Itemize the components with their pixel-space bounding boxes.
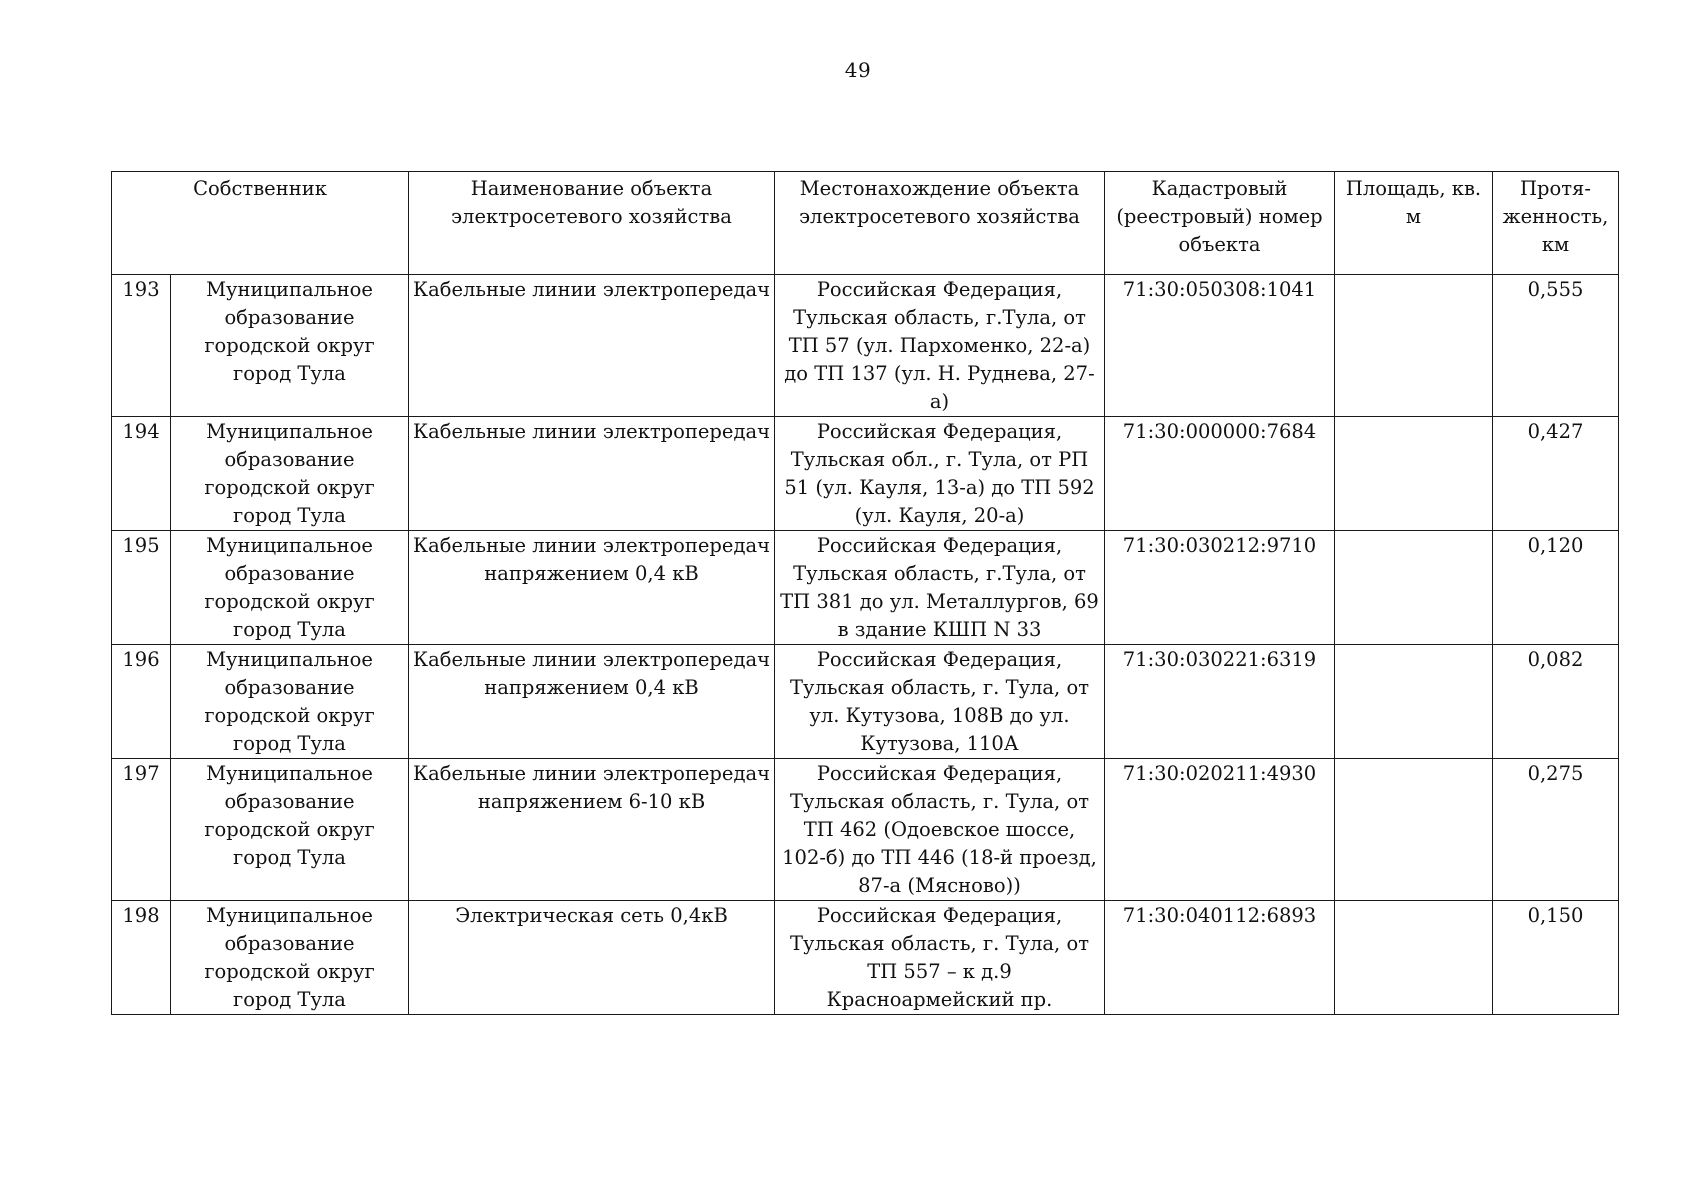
object-name-cell: Электрическая сеть 0,4кВ [409, 901, 775, 1015]
table-row [112, 531, 1619, 645]
length-cell: 0,120 [1493, 531, 1619, 645]
owner-cell: Муниципальное образование городской округ город Тула [171, 645, 409, 759]
object-name-cell: Кабельные линии электропередач напряжением 0,4 кВ [409, 531, 775, 645]
header-location: Местонахождение объекта электросетевого хозяйства [775, 172, 1105, 275]
row-number: 197 [112, 759, 171, 901]
length-cell: 0,275 [1493, 759, 1619, 901]
header-area: Площадь, кв. м [1335, 172, 1493, 275]
location-cell: Российская Федерация, Тульская область, г. Тула, от ТП 557 – к д.9 Красноармейский пр. [775, 901, 1105, 1015]
owner-cell: Муниципальное образование городской округ город Тула [171, 531, 409, 645]
row-number: 198 [112, 901, 171, 1015]
object-name-cell: Кабельные линии электропередач [409, 275, 775, 417]
location-cell: Российская Федерация, Тульская область, г. Тула, от ТП 462 (Одоевское шоссе, 102-б) до ТП 446 (18-й проезд, 87-а (Мясново)) [775, 759, 1105, 901]
owner-cell: Муниципальное образование городской округ город Тула [171, 417, 409, 531]
cadastral-number-cell: 71:30:040112:6893 [1105, 901, 1335, 1015]
location-cell: Российская Федерация, Тульская обл., г. Тула, от РП 51 (ул. Кауля, 13-а) до ТП 592 (ул. Кауля, 20-а) [775, 417, 1105, 531]
object-name-cell: Кабельные линии электропередач [409, 417, 775, 531]
header-cadastral-number: Кадастровый (реестровый) номер объекта [1105, 172, 1335, 275]
header-length: Протя-женность, км [1493, 172, 1619, 275]
location-cell: Российская Федерация, Тульская область, г.Тула, от ТП 381 до ул. Металлургов, 69 в здание КШП N 33 [775, 531, 1105, 645]
owner-cell: Муниципальное образование городской округ город Тула [171, 759, 409, 901]
header-object-name: Наименование объекта электросетевого хозяйства [409, 172, 775, 275]
table-row [112, 275, 1619, 417]
table-row [112, 901, 1619, 1015]
area-cell [1335, 531, 1493, 645]
area-cell [1335, 645, 1493, 759]
area-cell [1335, 417, 1493, 531]
length-cell: 0,150 [1493, 901, 1619, 1015]
owner-cell: Муниципальное образование городской округ город Тула [171, 901, 409, 1015]
cadastral-number-cell: 71:30:030221:6319 [1105, 645, 1335, 759]
row-number: 193 [112, 275, 171, 417]
cadastral-number-cell: 71:30:030212:9710 [1105, 531, 1335, 645]
owner-cell: Муниципальное образование городской округ город Тула [171, 275, 409, 417]
cadastral-number-cell: 71:30:020211:4930 [1105, 759, 1335, 901]
cadastral-number-cell: 71:30:000000:7684 [1105, 417, 1335, 531]
location-cell: Российская Федерация, Тульская область, г.Тула, от ТП 57 (ул. Пархоменко, 22-а) до ТП 137 (ул. Н. Руднева, 27-а) [775, 275, 1105, 417]
page-number: 49 [844, 58, 872, 82]
location-cell: Российская Федерация, Тульская область, г. Тула, от ул. Кутузова, 108В до ул. Кутузова, 110А [775, 645, 1105, 759]
row-number: 196 [112, 645, 171, 759]
area-cell [1335, 901, 1493, 1015]
table-row [112, 759, 1619, 901]
header-owner: Собственник [112, 172, 409, 275]
length-cell: 0,555 [1493, 275, 1619, 417]
table-header-row [112, 172, 1619, 275]
length-cell: 0,427 [1493, 417, 1619, 531]
table-row [112, 417, 1619, 531]
cadastral-number-cell: 71:30:050308:1041 [1105, 275, 1335, 417]
row-number: 194 [112, 417, 171, 531]
area-cell [1335, 759, 1493, 901]
object-name-cell: Кабельные линии электропередач напряжением 6-10 кВ [409, 759, 775, 901]
table-row [112, 645, 1619, 759]
row-number: 195 [112, 531, 171, 645]
area-cell [1335, 275, 1493, 417]
length-cell: 0,082 [1493, 645, 1619, 759]
object-name-cell: Кабельные линии электропередач напряжением 0,4 кВ [409, 645, 775, 759]
property-registry-table [111, 171, 1619, 1015]
